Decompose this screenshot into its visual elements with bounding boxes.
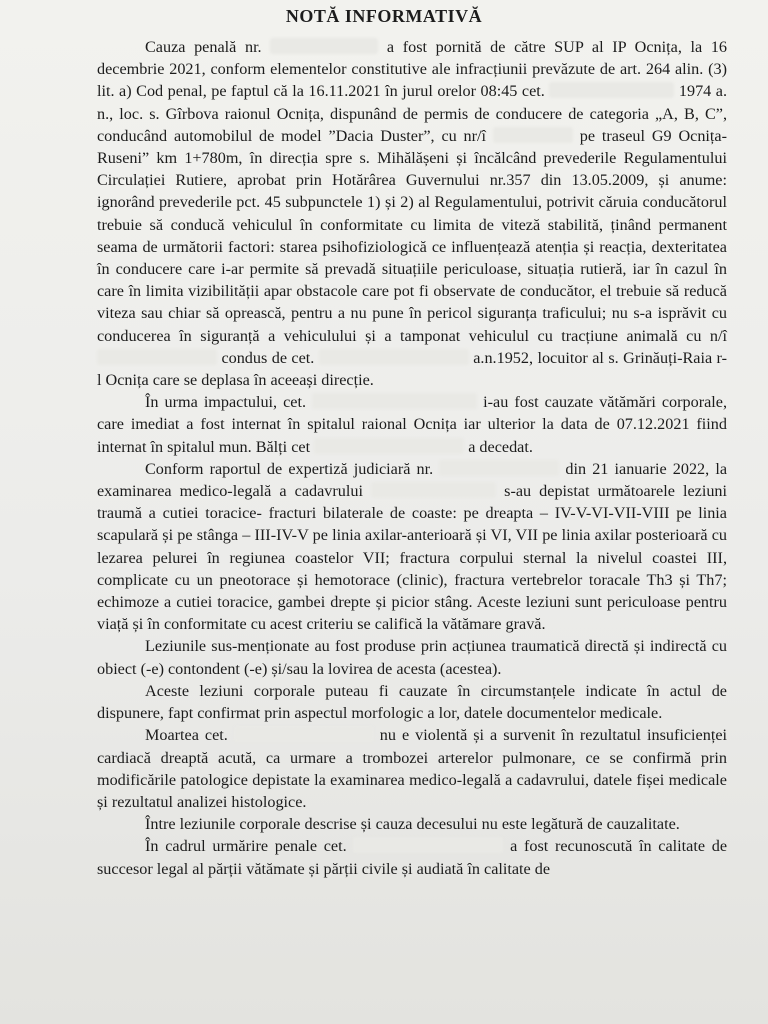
text-segment: i-au fost cauzate vătămări corporale, care imediat a fost internat în spitalul raional Ocnița iar ulterior la data de 07.12.2021 fiind internat în spitalul mun. Bălți cet bbox=[97, 393, 728, 456]
redaction bbox=[439, 460, 559, 476]
paragraph-impact bbox=[97, 391, 727, 458]
text-segment: nu e violentă și a survenit în rezultatul insuficienței cardiacă dreaptă acută, ca urmare a trombozei arterelor pulmonare, ce se confirmă prin modificările patologice depistate la examinarea medico-legală a cadavrului, datele fișei medicale și rezultatul analizei histologice. bbox=[97, 726, 728, 811]
text-segment: Leziunile sus-menționate au fost produse prin acțiunea traumatică directă și indirectă cu obiect (-e) contondent (-e) și/sau la lovirea de acesta (acestea). bbox=[97, 637, 727, 678]
paragraph-causality bbox=[97, 813, 727, 835]
text-segment: În cadrul urmărire penale cet. bbox=[145, 837, 347, 856]
text-segment: pe traseul G9 Ocnița-Ruseni” km 1+780m, în direcția spre s. Mihălășeni și încălcând prevederile Regulamentului Circulației Rutiere, aprobat prin Hotărârea Guvernului nr.357 din 13.05.2009, și anume: ignorând prevederile pct. 45 subpunctele 1) și 2) al Regulamentului, potrivit căruia conducătorul trebuie să conducă vehiculul în conformitate cu limita de viteză stabilită, ținând permanent seama de următorii factori: starea psihofiziologică ce influențează atenția și reacția, dexteritatea în conducere care i-ar permite să prevadă situațiile periculoase, situația rutieră, iar în cazul în care în limita vizibilității apar obstacole care pot fi observate de conducător, el trebuie să reducă viteza sau chiar să oprească, pentru a nu pune în pericol siguranța traficului; nu s-a isprăvit cu conducerea în siguranță a vehiculului și a tamponat vehiculul cu tracțiune animală cu n/î bbox=[97, 126, 728, 345]
redaction bbox=[319, 349, 469, 365]
redaction bbox=[312, 393, 477, 409]
redaction bbox=[97, 349, 217, 365]
text-segment: a fost recunoscută în calitate de succesor legal al părții vătămate și părții civile și audiată în calitate de bbox=[97, 837, 728, 878]
text-segment: a fost pornită de către SUP al IP Ocnița, la 16 decembrie 2021, conform elementelor constitutive ale infracțiunii prevăzute de art. 264 alin. (3) lit. a) Cod penal, pe faptul că la 16.11.2021 în jurul orelor 08:45 cet. bbox=[97, 38, 728, 101]
text-segment: din 21 ianuarie 2022, la examinarea medico-legală a cadavrului bbox=[97, 459, 727, 501]
text-segment: s-au depistat următoarele leziuni traumă a cutiei toracice- fracturi bilaterale de coaste: pe dreapta – IV-V-VI-VII-VIII pe linia scapulară și pe stânga – III-IV-V pe linia axilar-anterioară și VI, VII pe linia axilar posterioară cu lezarea pelurei în regiunea coastelor VII; fractura corpului sternal la nivelul coastei III, complicate cu un pneotorace și hemotorace (clinic), fractura vertebrelor toracale Th3 și Th7; echimoze a cutiei toracice, gambei drepte și picior stâng. Aceste leziuni sunt periculoase pentru viață și în conformitate cu acest criteriu se califică la vătămare gravă. bbox=[97, 482, 728, 634]
paragraph-injuries-origin bbox=[97, 635, 727, 679]
text-segment: Cauza penală nr. bbox=[145, 38, 262, 56]
redaction bbox=[234, 726, 374, 742]
paragraph-death-cause bbox=[97, 724, 727, 813]
text-segment: Moartea cet. bbox=[145, 726, 228, 745]
paragraph-successor bbox=[97, 835, 727, 879]
redaction bbox=[371, 482, 496, 498]
redaction bbox=[493, 127, 573, 143]
text-segment: Între leziunile corporale descrise și cauza decesului nu este legătură de cauzalitate. bbox=[145, 815, 680, 834]
paragraph-case-start bbox=[97, 36, 727, 391]
redaction bbox=[549, 82, 674, 98]
redaction bbox=[270, 38, 378, 54]
document-title: NOTĂ INFORMATIVĂ bbox=[285, 6, 483, 26]
redaction bbox=[314, 438, 464, 454]
text-segment: condus de cet. bbox=[221, 348, 315, 367]
text-segment: În urma impactului, cet. bbox=[145, 393, 307, 412]
text-segment: Conform raportul de expertiză judiciară nr. bbox=[145, 459, 434, 478]
redaction bbox=[353, 837, 503, 853]
document-body bbox=[97, 36, 727, 880]
paragraph-injuries-circumstances bbox=[97, 680, 727, 724]
text-segment: Aceste leziuni corporale puteau fi cauzate în circumstanțele indicate în actul de dispunere, fapt confirmat prin aspectul morfologic a lor, datele documentelor medicale. bbox=[97, 681, 727, 723]
text-segment: a decedat. bbox=[468, 437, 533, 456]
paragraph-expertise bbox=[97, 458, 727, 636]
text-segment: a.n.1952, locuitor al s. Grinăuți-Raia r-l Ocnița care se deplasa în aceeași direcție. bbox=[97, 348, 728, 390]
text-segment: 1974 a. n., loc. s. Gîrbova raionul Ocnița, dispunând de permis de conducere de categoria „A, B, C”, conducând automobilul de model ”Dacia Duster”, cu nr/î bbox=[97, 82, 727, 145]
